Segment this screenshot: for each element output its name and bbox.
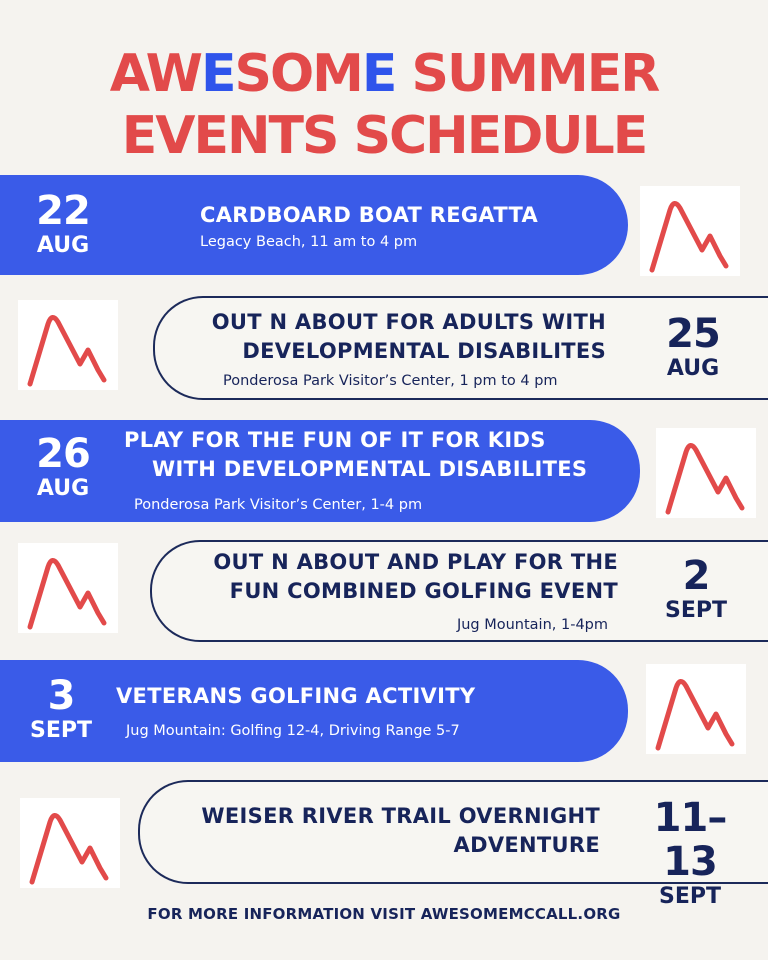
- event-card-6[interactable]: [138, 780, 768, 909]
- event-title-line: DEVELOPMENTAL DISABILITES: [242, 339, 606, 363]
- mountain-logo-icon: [656, 428, 756, 518]
- event-title-line: OUT N ABOUT FOR ADULTS WITH: [211, 310, 606, 334]
- event-title-line: WEISER RIVER TRAIL OVERNIGHT: [201, 804, 600, 828]
- title-part: AW: [109, 44, 201, 104]
- event-title: [201, 802, 600, 860]
- event-date: [20, 189, 106, 259]
- event-month: AUG: [666, 356, 720, 381]
- event-date: [20, 432, 106, 502]
- event-month: AUG: [36, 476, 90, 501]
- mountain-logo-icon: [646, 664, 746, 754]
- event-title-line: FUN COMBINED GOLFING EVENT: [229, 579, 618, 603]
- event-date: [646, 554, 746, 624]
- event-card-4[interactable]: [150, 540, 768, 642]
- mountain-logo-icon: [18, 300, 118, 390]
- event-title: VETERANS GOLFING ACTIVITY: [116, 684, 476, 708]
- event-title-line: WITH DEVELOPMENTAL DISABILITES: [152, 457, 588, 481]
- event-month: SEPT: [29, 718, 92, 743]
- event-month: AUG: [36, 233, 90, 258]
- event-title: [213, 548, 618, 606]
- mountain-logo-icon: [640, 186, 740, 276]
- title-part-blue: E: [361, 44, 396, 104]
- event-title-line: PLAY FOR THE FUN OF IT FOR KIDS: [124, 428, 546, 452]
- event-date: [630, 796, 750, 910]
- event-subtitle: Jug Mountain, 1-4pm: [456, 617, 608, 633]
- event-title-line: ADVENTURE: [453, 833, 600, 857]
- footer-link-text[interactable]: FOR MORE INFORMATION VISIT AWESOMEMCCALL.ORG: [147, 905, 621, 923]
- event-date: [638, 312, 748, 382]
- event-day: 22: [36, 188, 90, 234]
- title-part: SOM: [234, 44, 362, 104]
- event-card-2[interactable]: [153, 296, 768, 400]
- event-day: 25: [666, 311, 720, 357]
- title-part-blue: E: [200, 44, 235, 104]
- event-day: 26: [36, 431, 90, 477]
- event-date: [18, 674, 104, 744]
- page-title-line-1: [0, 44, 768, 104]
- mountain-logo-icon: [18, 543, 118, 633]
- event-day: 2: [682, 553, 710, 599]
- event-subtitle: Ponderosa Park Visitor’s Center, 1 pm to 4 pm: [223, 373, 558, 389]
- event-title: [212, 308, 606, 366]
- event-title: CARDBOARD BOAT REGATTA: [200, 203, 539, 227]
- mountain-logo-icon: [20, 798, 120, 888]
- event-month: SEPT: [664, 598, 727, 623]
- event-card-1[interactable]: [0, 175, 628, 275]
- event-day: 3: [47, 673, 75, 719]
- event-card-5[interactable]: [0, 660, 628, 762]
- event-title: [124, 426, 587, 484]
- event-day: 11–13: [653, 795, 727, 885]
- event-subtitle: Jug Mountain: Golfing 12-4, Driving Range 5-7: [126, 723, 460, 739]
- event-card-3[interactable]: [0, 420, 640, 522]
- event-subtitle: Legacy Beach, 11 am to 4 pm: [200, 234, 418, 250]
- event-month: SEPT: [658, 884, 721, 909]
- event-title-line: OUT N ABOUT AND PLAY FOR THE: [213, 550, 618, 574]
- page-title-line-2: EVENTS SCHEDULE: [121, 106, 647, 166]
- event-subtitle: Ponderosa Park Visitor’s Center, 1-4 pm: [134, 497, 423, 513]
- title-part: SUMMER: [395, 44, 659, 104]
